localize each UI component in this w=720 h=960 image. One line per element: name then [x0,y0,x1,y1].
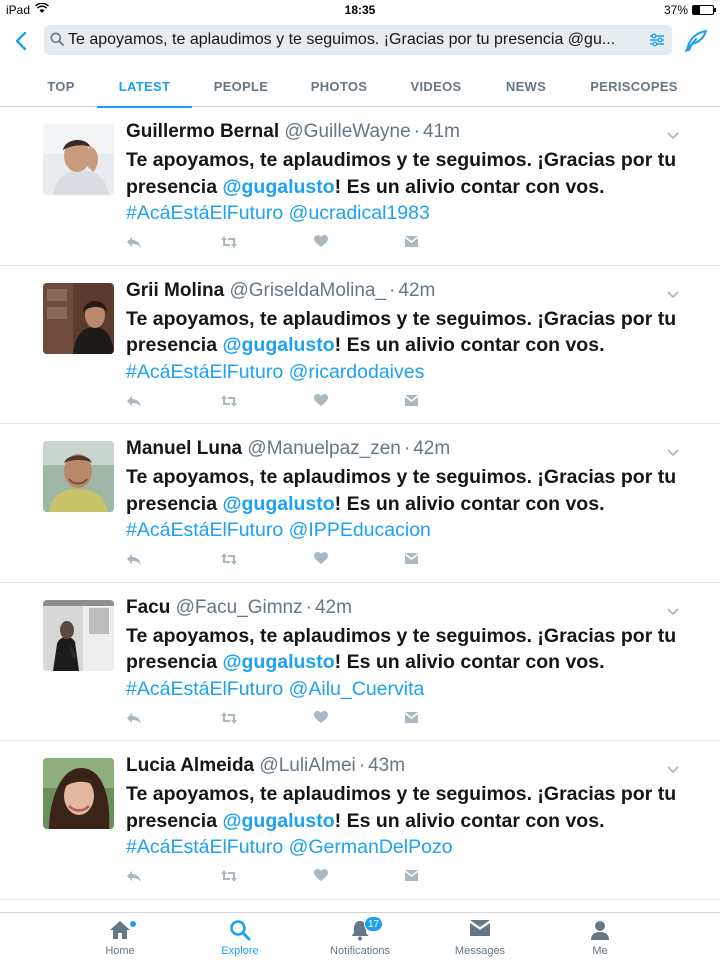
tweet-text [126,147,706,227]
person-icon [540,919,660,943]
chevron-down-icon[interactable] [666,444,680,462]
avatar[interactable] [43,124,114,195]
like-icon[interactable] [314,711,328,729]
avatar[interactable] [43,758,114,829]
tab-news[interactable]: NEWS [505,79,547,94]
tabbar-me-label: Me [592,945,608,957]
tweet[interactable] [0,266,720,425]
chevron-left-icon [14,31,28,51]
like-icon[interactable] [314,869,328,887]
tweet-time[interactable]: 42m [398,279,436,301]
hashtag-link[interactable]: #AcáEstáElFuturo [126,202,284,224]
direct-message-icon[interactable] [404,394,419,412]
retweet-icon[interactable] [220,552,238,571]
bell-icon [300,919,420,943]
separator: · [358,755,366,776]
retweet-icon[interactable] [220,394,238,413]
mention-link[interactable]: @GermanDelPozo [288,836,453,858]
direct-message-icon[interactable] [404,869,419,887]
avatar[interactable] [43,283,114,354]
tweet-rest: ! Es un alivio contar con vos. [334,809,605,832]
retweet-icon[interactable] [220,711,238,730]
tweet-text [126,464,706,544]
device-label: iPad [6,3,31,17]
tweet-header [126,597,352,619]
reply-icon[interactable] [126,394,142,413]
bottom-tab-bar [0,912,720,960]
unread-dot [130,921,136,927]
tabbar-notifications-label: Notifications [330,945,390,957]
tweet-header [126,755,405,777]
compose-icon [683,28,709,54]
tweet-time[interactable]: 42m [413,438,451,459]
avatar[interactable] [43,600,114,671]
search-icon [180,919,300,943]
author-name[interactable]: Grii Molina [126,279,225,301]
tweet-actions [126,869,426,885]
tweet-lead: Te apoyamos, te aplaudimos y te seguimos. ¡Gracias por tu presencia [126,307,677,356]
tweet-rest: ! Es un alivio contar con vos. [334,492,605,515]
like-icon[interactable] [314,235,328,253]
direct-message-icon[interactable] [404,552,419,570]
tweet-lead: Te apoyamos, te aplaudimos y te seguimos. ¡Gracias por tu presencia [126,624,677,673]
tabbar-me[interactable] [540,913,660,960]
tweet[interactable] [0,107,720,266]
tweet[interactable] [0,424,720,583]
tweet-lead: Te apoyamos, te aplaudimos y te seguimos. ¡Gracias por tu presencia [126,466,677,515]
mention-link[interactable]: @gugalusto [222,492,335,515]
tweet-header [126,121,460,143]
home-icon [60,919,180,943]
separator: · [413,121,421,142]
tabbar-home-label: Home [105,945,135,957]
mention-link[interactable]: @IPPEducacion [288,519,431,541]
tweet-time[interactable]: 43m [368,755,406,776]
clock: 18:35 [344,3,376,17]
status-bar [0,0,720,20]
envelope-icon [420,919,540,943]
tweet-text [126,306,706,386]
tweet-actions [126,394,426,410]
chevron-down-icon[interactable] [666,286,680,304]
tabbar-messages[interactable] [420,913,540,960]
mention-link[interactable]: @ricardodaives [288,360,425,383]
search-tabs [0,64,720,107]
author-handle[interactable]: @GriseldaMolina_ [229,279,387,301]
compose-tweet-button[interactable] [680,25,712,57]
tweet-rest: ! Es un alivio contar con vos. [334,334,605,356]
tweet-actions [126,552,426,568]
hashtag-link[interactable]: #AcáEstáElFuturo [126,360,284,383]
retweet-icon[interactable] [220,869,238,888]
tabbar-messages-label: Messages [454,945,506,957]
author-handle[interactable]: @Manuelpaz_zen [247,438,401,459]
reply-icon[interactable] [126,869,142,888]
tweet[interactable] [0,741,720,900]
direct-message-icon[interactable] [404,235,419,253]
author-name[interactable]: Facu [126,596,171,618]
tab-photos[interactable]: PHOTOS [310,79,368,94]
author-name[interactable]: Guillermo Bernal [126,121,280,142]
tweet-actions [126,711,426,727]
tweet-lead: Te apoyamos, te aplaudimos y te seguimos. ¡Gracias por tu presencia [126,783,677,832]
tweet-header [126,280,435,302]
separator: · [389,279,396,301]
tweet-actions [126,235,426,251]
tabbar-home[interactable] [60,913,180,960]
hashtag-link[interactable]: #AcáEstáElFuturo [126,519,284,541]
search-input[interactable] [44,25,672,55]
mention-link[interactable]: @gugalusto [222,175,335,198]
tabbar-explore[interactable] [180,913,300,960]
tabbar-explore-label: Explore [221,945,259,957]
mention-link[interactable]: @gugalusto [222,809,335,832]
author-name[interactable]: Manuel Luna [126,438,243,459]
direct-message-icon[interactable] [404,711,419,729]
battery-percent: 37% [663,3,688,17]
tweet-text [126,623,706,703]
battery-icon [692,5,714,15]
tweet-text [126,781,706,861]
separator: · [403,438,411,459]
filter-icon[interactable] [648,31,666,54]
tweet-rest: ! Es un alivio contar con vos. [334,651,605,673]
battery-fill [693,6,700,14]
chevron-down-icon[interactable] [666,127,680,145]
author-handle[interactable]: @GuilleWayne [284,121,411,142]
mention-link[interactable]: @gugalusto [222,334,335,356]
tab-periscopes[interactable]: PERISCOPES [590,79,678,94]
chevron-down-icon[interactable] [666,603,680,621]
reply-icon[interactable] [126,235,142,254]
search-query: Te apoyamos, te aplaudimos y te seguimos. ¡Gracias por tu presencia @gu... [68,31,616,48]
like-icon[interactable] [314,552,328,570]
retweet-icon[interactable] [220,235,238,254]
separator: · [305,596,312,618]
reply-icon[interactable] [126,552,142,571]
notifications-badge: 17 [364,916,383,932]
author-name[interactable]: Lucia Almeida [126,755,255,776]
author-handle[interactable]: @LuliAlmei [259,755,356,776]
tweet-time[interactable]: 41m [423,121,460,142]
tab-people[interactable]: PEOPLE [213,79,269,94]
tweet-rest: ! Es un alivio contar con vos. [334,175,605,198]
tab-videos[interactable]: VIDEOS [410,79,462,94]
tweet-header [126,438,450,460]
reply-icon[interactable] [126,711,142,730]
mention-link[interactable]: @gugalusto [222,651,335,673]
back-button[interactable] [6,26,36,56]
tabbar-notifications[interactable] [300,913,420,960]
author-handle[interactable]: @Facu_Gimnz [175,596,303,618]
mention-link[interactable]: @ucradical1983 [288,202,430,224]
tweet[interactable] [0,583,720,742]
hashtag-link[interactable]: #AcáEstáElFuturo [126,677,284,700]
tab-latest[interactable]: LATEST [97,64,192,107]
hashtag-link[interactable]: #AcáEstáElFuturo [126,836,284,858]
like-icon[interactable] [314,394,328,412]
avatar[interactable] [43,441,114,512]
tweet-lead: Te apoyamos, te aplaudimos y te seguimos. ¡Gracias por tu presencia [126,149,677,198]
chevron-down-icon[interactable] [666,761,680,779]
tweet-time[interactable]: 42m [314,596,352,618]
search-icon [50,32,64,51]
mention-link[interactable]: @Ailu_Cuervita [288,677,425,700]
tweet-timeline [0,107,720,900]
tab-top[interactable]: TOP [47,79,75,94]
search-header [0,20,720,64]
